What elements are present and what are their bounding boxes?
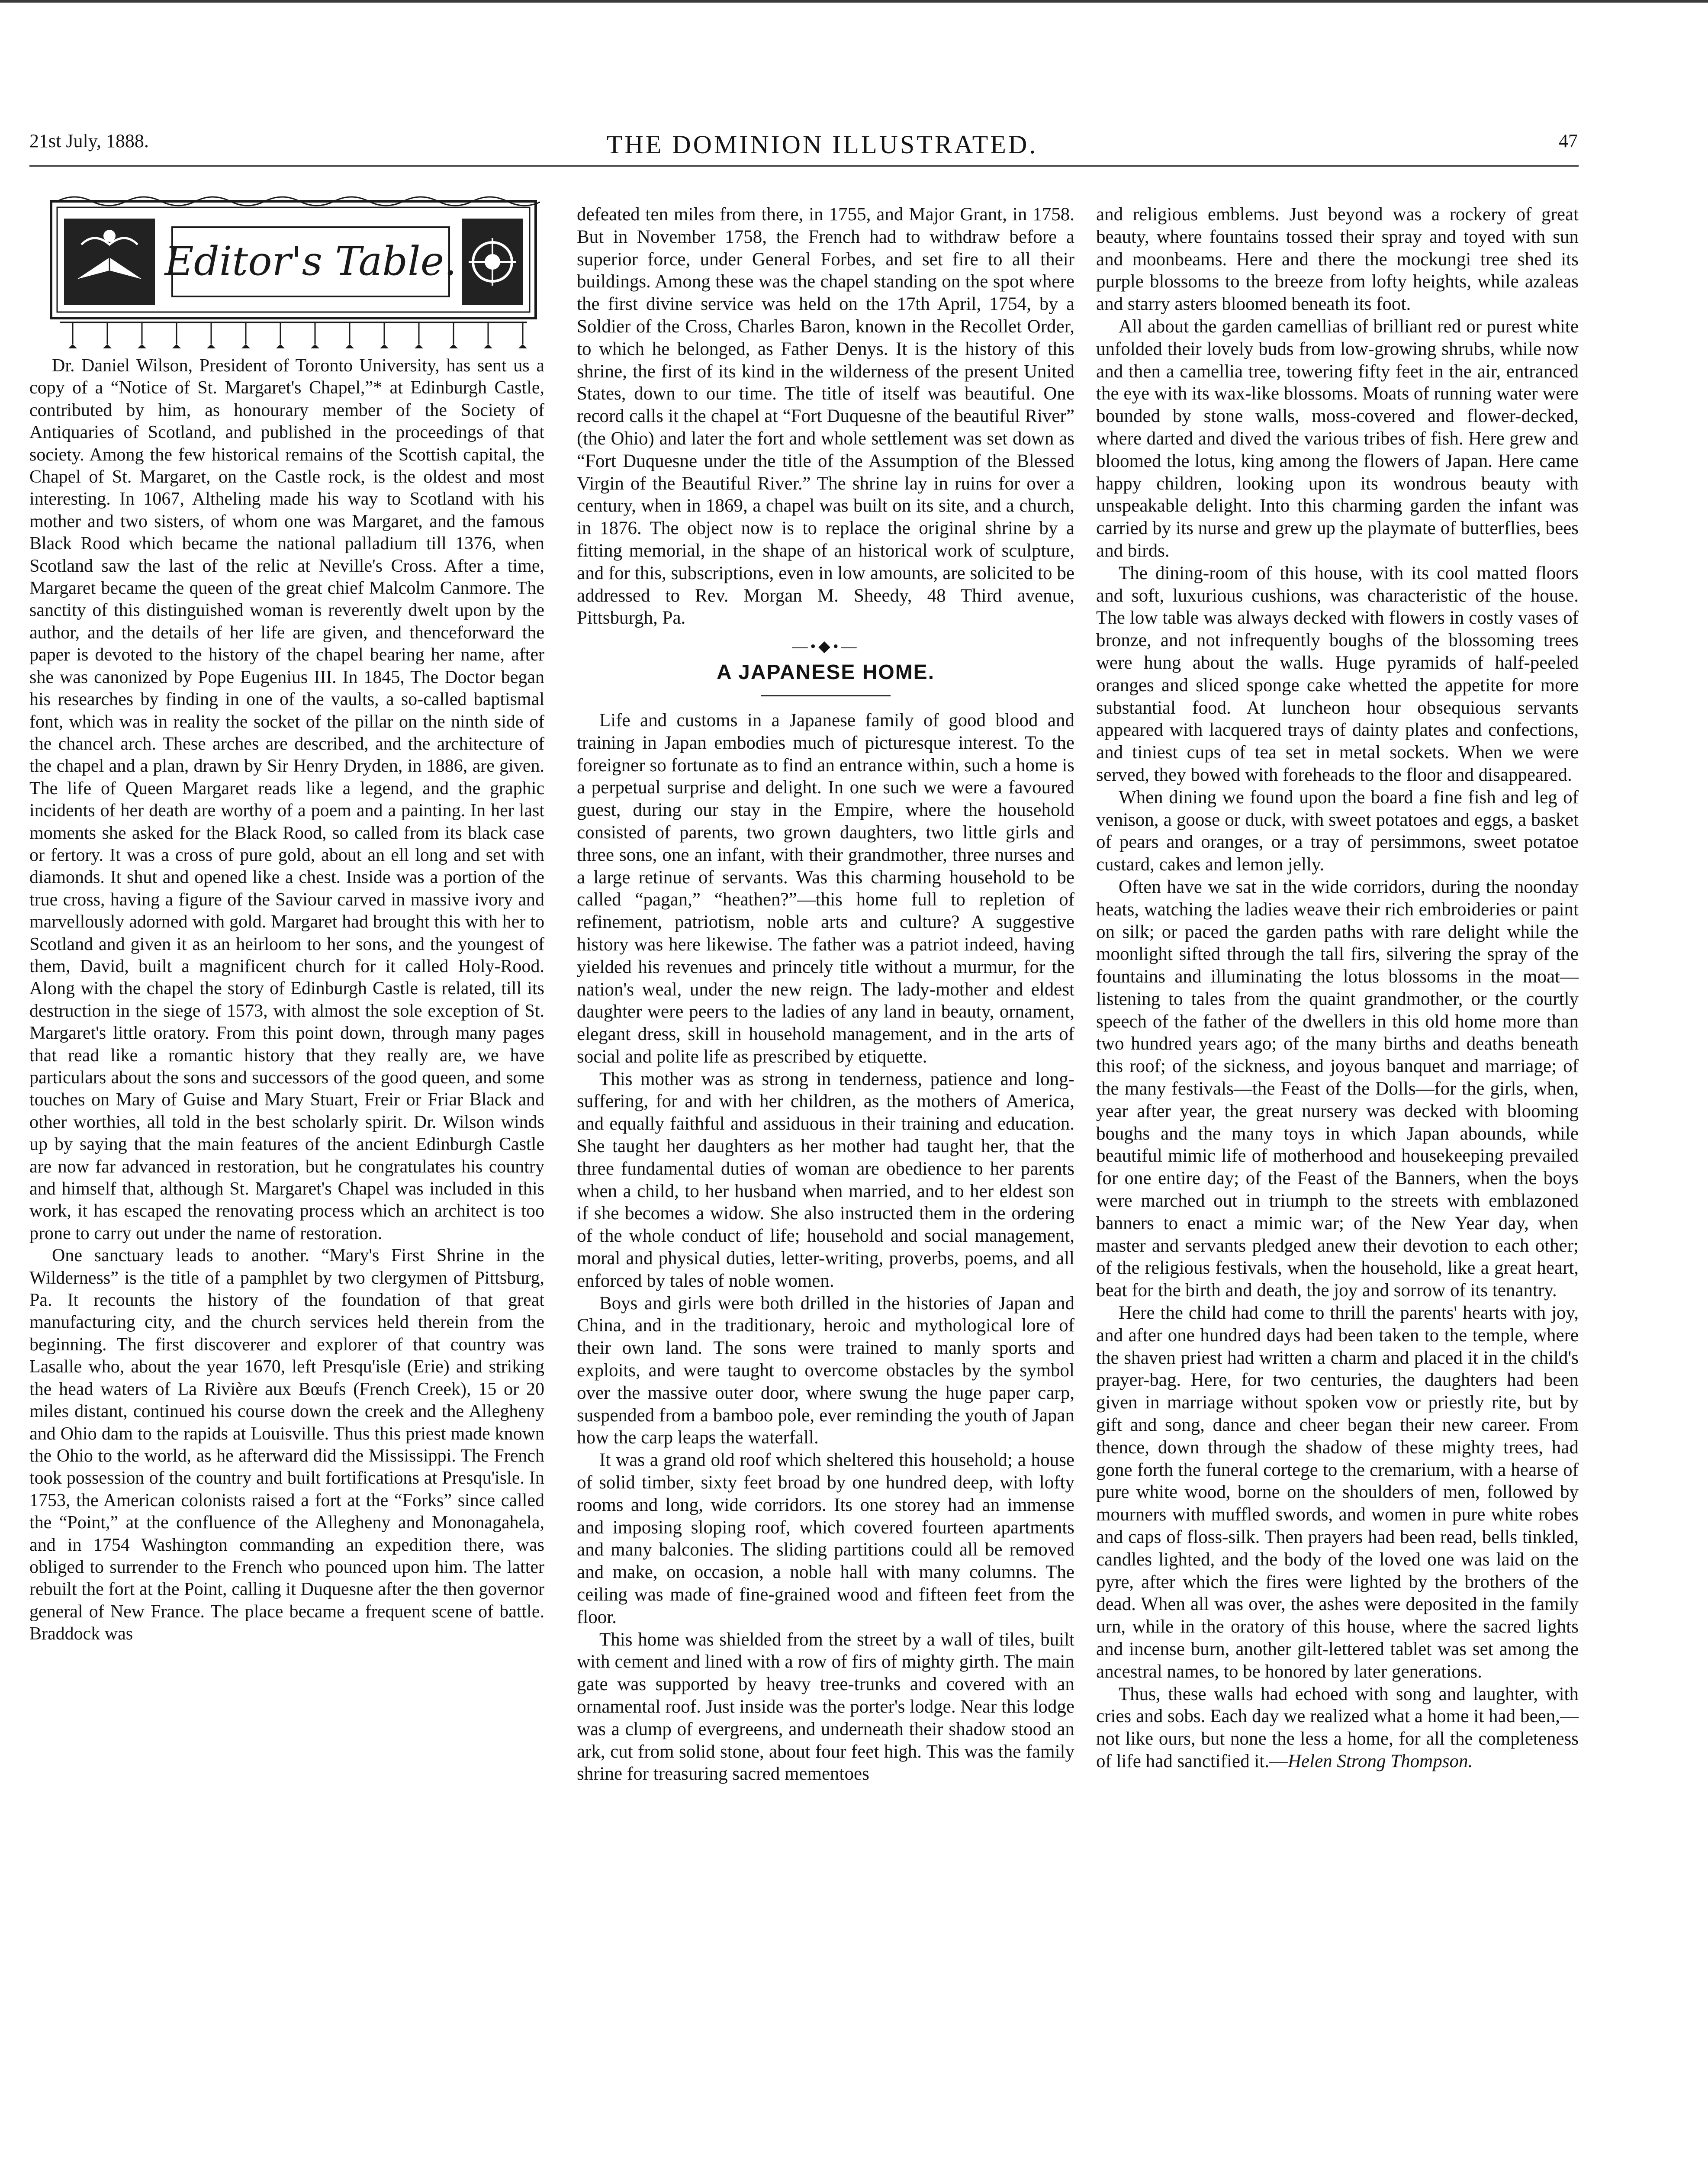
japan-paragraph-3: Boys and girls were both drilled in the histories of Japan and China, and in the traditionary, heroic and mythological lore of their own land. The sons were trained to manly sports and exploits, and were taught to overcome obstacles by the symbol over the massive outer door, where swung the huge paper carp, suspended from a bamboo pole, ever reminding the youth of Japan how the carp leaps the waterfall. xyxy=(577,1293,1074,1448)
editors-continuation: defeated ten miles from there, in 1755, and Major Grant, in 1758. But in November 1758, the French had to withdraw before a superior force, under General Forbes, and set fire to all their buildings. Among these was the chapel standing on the spot where the first divine service was held on the 17th April, 1754, by a Soldier of the Cross, Charles Baron, known in the Recollet Order, to which he belonged, as Father Denys. It is the history of this shrine, the first of its kind in the wilderness of the present United States, down to our time. The title of itself was beautiful. One record calls it the chapel at “Fort Duquesne of the beautiful River” (the Ohio) and later the fort and whole settlement was set down as “Fort Duquesne under the title of the Assumption of the Blessed Virgin of the Beautiful River.” The shrine lay in ruins for over a century, when in 1869, a chapel was built on its site, and a church, in 1876. The object now is to replace the original shrine by a fitting memorial, in the shape of an historical work of sculpture, and for this, subscriptions, even in low amounts, are solicited to be addressed to Rev. Morgan M. Sheedy, 48 Third avenue, Pittsburgh, Pa. xyxy=(577,204,1074,628)
flower-emblem-icon xyxy=(462,219,523,305)
closing-text: Thus, these walls had echoed with song and laughter, with cries and sobs. Each day we realized what a home it had been,—not like ours, but none the less a home, for all the completeness of life had sanctified it.— xyxy=(1096,1684,1579,1771)
banner-title: Editor's Table. xyxy=(164,238,457,284)
japan-paragraph-6: and religious emblems. Just beyond was a rockery of great beauty, where fountains tossed their spray and toyed with sun and moonbeams. Here and there the mockungi tree shed its purple blossoms to the breeze from lofty heights, while azaleas and starry asters bloomed beneath its foot. xyxy=(1096,204,1579,315)
japan-paragraph-8: The dining-room of this house, with its cool matted floors and soft, luxurious cushions, was characteristic of the house. The low table was always decked with flowers in costly vases of bronze, and not infrequently boughs of the blossoming trees were hung about the walls. Huge pyramids of half-peeled oranges and sliced sponge cake whetted the appetite for more substantial food. At luncheon hour obsequious servants appeared with lacquered trays of dainty plates and confections, and tiniest cups of tea set in metal sockets. When we were served, they bowed with foreheads to the floor and disappeared. xyxy=(1096,563,1579,785)
column-2 xyxy=(577,203,1074,1785)
japan-paragraph-7: All about the garden camellias of brilliant red or purest white unfolded their lovely buds from low-growing shrubs, while now and then a camellia tree, towering fifty feet in the air, entranced the eye with its wax-like blossoms. Moats of running water were bounded by stone walls, moss-covered and flower-decked, where darted and dived the various tribes of fish. Here grew and bloomed the lotus, king among the flowers of Japan. Here came happy children, looking upon its wondrous beauty with unspeakable delight. Into this charming garden the infant was carried by its nurse and grew up the playmate of butterflies, bees and birds. xyxy=(1096,316,1579,561)
column-1 xyxy=(29,355,544,1646)
japan-paragraph-11: Here the child had come to thrill the parents' hearts with joy, and after one hundred days had been taken to the temple, where the shaven priest had written a charm and placed it in the child's prayer-bag. Here, for two centuries, the daughters had been given in marriage without spoken vow or priestly rite, but by gift and song, dance and cheer began their new career. From thence, down through the shadow of these mighty trees, had gone forth the funeral cortege to the cremarium, with a hearse of pure white wood, borne on the shoulders of men, followed by mourners with muffled swords, and women in pure white robes and caps of floss-silk. Then prayers had been read, bells tinkled, candles lighted, and the body of the loved one was laid on the pyre, after which the fires were lighted by the brothers of the dead. When all was over, the ashes were deposited in the family urn, while in the oratory of this house, where the sacred lights and incense burn, another gilt-lettered tablet was set among the ancestral names, to be honored by later generations. xyxy=(1096,1303,1579,1682)
japan-paragraph-5: This home was shielded from the street by a wall of tiles, built with cement and lined with a row of firs of mighty girth. The main gate was supported by heavy tree-trunks and covered with an ornamental roof. Just inside was the porter's lodge. Near this lodge was a clump of evergreens, and underneath their shadow stood an ark, cut from solid stone, about four feet high. This was the family shrine for treasuring sacred mementoes xyxy=(577,1629,1074,1784)
header-rule xyxy=(29,165,1579,167)
japan-closing-paragraph xyxy=(1096,1683,1579,1773)
page-number: 47 xyxy=(1559,130,1578,151)
editors-paragraph-1: Dr. Daniel Wilson, President of Toronto University, has sent us a copy of a “Notice of St. Margaret's Chapel,”* at Edinburgh Castle, contributed by him, as honourary member of the Society of Antiquaries of Scotland, and published in the proceedings of that society. Among the few historical remains of the Scottish capital, the Chapel of St. Margaret, on the Castle rock, is the oldest and most interesting. In 1067, Altheling made his way to Scotland with his mother and two sisters, of whom one was Margaret, and the famous Black Rood which became the national palladium till 1376, when Scotland saw the last of the relic at Neville's Cross. After a time, Margaret became the queen of the great chief Malcolm Canmore. The sanctity of this distinguished woman is reverently dwelt upon by the author, and the details of her life are given, and thenceforward the paper is devoted to the history of the chapel bearing her name, after she was canonized by Pope Eugenius III. In 1845, The Doctor began his researches by finding in one of the vaults, a so-called baptismal font, which was in reality the socket of the pillar on the ninth side of the chancel arch. These arches are described, and the architecture of the chapel and a plan, drawn by Sir Henry Dryden, in 1886, are given. The life of Queen Margaret reads like a legend, and the graphic incidents of her death are worthy of a poem and a painting. In her last moments she asked for the Black Rood, so called from its black case or fertory. It was a cross of pure gold, about an ell long and set with diamonds. It shut and opened like a chest. Inside was a portion of the true cross, having a figure of the Saviour carved in massive ivory and marvellously adorned with gold. Margaret had brought this with her to Scotland and given it as an heirloom to her sons, and the youngest of them, David, built a magnificent church for it called Holy-Rood. Along with the chapel the story of Edinburgh Castle is related, till its destruction in the siege of 1573, with almost the sole exception of St. Margaret's little oratory. From this point down, through many pages that read like a romantic history that they really are, we have particulars about the sons and successors of the good queen, and some touches on Mary of Guise and Mary Stuart, Freir or Friar Black and other worthies, all told in the best scholarly spirit. Dr. Wilson winds up by saying that the main features of the ancient Edinburgh Castle are now far advanced in restoration, but he congratulates his country and himself that, although St. Margaret's Chapel was included in this work, it has escaped the renovating process which an architect is too prone to carry out under the name of restoration. xyxy=(29,356,544,1243)
book-icon xyxy=(64,219,155,305)
issue-date: 21st July, 1888. xyxy=(29,130,149,151)
editors-paragraph-2: One sanctuary leads to another. “Mary's First Shrine in the Wilderness” is the title of a pamphlet by two clergymen of Pittsburg, Pa. It recounts the history of the foundation of that great manufacturing city, and the church services held therein from the beginning. The first discoverer and explorer of that country was Lasalle who, about the year 1670, left Presqu'isle (Erie) and striking the head waters of La Rivière aux Bœufs (French Creek), 15 or 20 miles distant, continued his course down the creek and the Allegheny and Ohio dam to the rapids at Louisville. Thus this priest made known the Ohio to the world, as he afterward did the Mississippi. The French took possession of the country and built fortifications at Presqu'isle. In 1753, the American colonists raised a fort at the “Forks” since called the “Point,” at the confluence of the Allegheny and Mononagahela, and in 1754 Washington commanding an expedition there, was obliged to surrender to the French who pounced upon him. The latter rebuilt the fort at the Point, calling it Duquesne after the then governor general of New France. The place became a frequent scene of battle. Braddock was xyxy=(29,1246,544,1644)
section-divider-ornament: —•◆•— xyxy=(792,638,859,655)
masthead-title: THE DOMINION ILLUSTRATED. xyxy=(606,130,1038,159)
japan-paragraph-2: This mother was as strong in tenderness, patience and long-suffering, for and with her children, as the mothers of America, and equally faithful and assiduous in their training and education. She taught her daughters as her mother had taught her, that the three fundamental duties of woman are obedience to her parents when a child, to her husband when married, and to her eldest son if she becomes a widow. She also instructed them in the ordering of the whole conduct of life; household and social management, moral and physical duties, letter-writing, proverbs, poems, and all enforced by tales of noble women. xyxy=(577,1069,1074,1291)
japan-paragraph-9: When dining we found upon the board a fine fish and leg of venison, a goose or duck, with sweet potatoes and eggs, a basket of pears and oranges, or a tray of persimmons, sweet potatoe custard, cakes and lemon jelly. xyxy=(1096,787,1579,875)
column-3 xyxy=(1096,203,1579,1773)
japan-paragraph-4: It was a grand old roof which sheltered this household; a house of solid timber, sixty feet broad by one hundred deep, with lofty rooms and long, wide corridors. Its one storey had an immense and imposing sloping roof, which covered fourteen apartments and many balconies. The sliding partitions could all be removed and make, on occasion, a noble hall with many columns. The ceiling was made of fine-grained wood and fifteen feet from the floor. xyxy=(577,1450,1074,1627)
top-border xyxy=(0,0,1708,3)
title-underline xyxy=(761,695,891,696)
japan-paragraph-1: Life and customs in a Japanese family of good blood and training in Japan embodies much of picturesque interest. To the foreigner so fortunate as to find an entrance within, such a home is a perpetual surprise and delight. In one such we were a favoured guest, during our stay in the Empire, where the household consisted of parents, two grown daughters, two little girls and three sons, one an infant, with their grandmother, three nurses and a large retinue of servants. Was this charming household to be called “pagan,” “heathen?”—this home full to repletion of refinement, patriotism, noble arts and culture? A suggestive history was here likewise. The father was a patriot indeed, having yielded his revenues and princely title without a murmur, for the nation's weal, under the new reign. The lady-mother and eldest daughter were peers to the ladies of any land in beauty, ornament, elegant dress, skill in household management, and in the arts of social and polite life as prescribed by etiquette. xyxy=(577,710,1074,1067)
article-title: A JAPANESE HOME. xyxy=(716,661,935,684)
editors-table-banner xyxy=(47,193,540,357)
author-signature: Helen Strong Thompson. xyxy=(1288,1751,1473,1771)
japan-paragraph-10: Often have we sat in the wide corridors, during the noonday heats, watching the ladies weave their rich embroideries or paint on silk; or paced the garden paths with rare delight while the moonlight sifted through the tall firs, silvering the spray of the fountains and illuminating the lotus blossoms in the moat—listening to tales from the quaint grandmother, or the courtly speech of the father of the dwellers in this old home more than two hundred years ago; of the many births and deaths beneath this roof; of the sickness, and joyous banquet and marriage; of the many festivals—the Feast of the Dolls—for the girls, when, year after year, the great nursery was decked with blooming boughs and the many toys in which Japan abounds, while beautiful mimic life of motherhood and housekeeping prevailed for one entire day; of the Feast of the Banners, when the boys were marched out in triumph to the streets with emblazoned banners to enact a mimic war; of the New Year day, when master and servants pledged anew their devotion to each other; of the religious festivals, when the household, like a great heart, beat for the birth and death, the joy and sorrow of its tenantry. xyxy=(1096,876,1579,1301)
